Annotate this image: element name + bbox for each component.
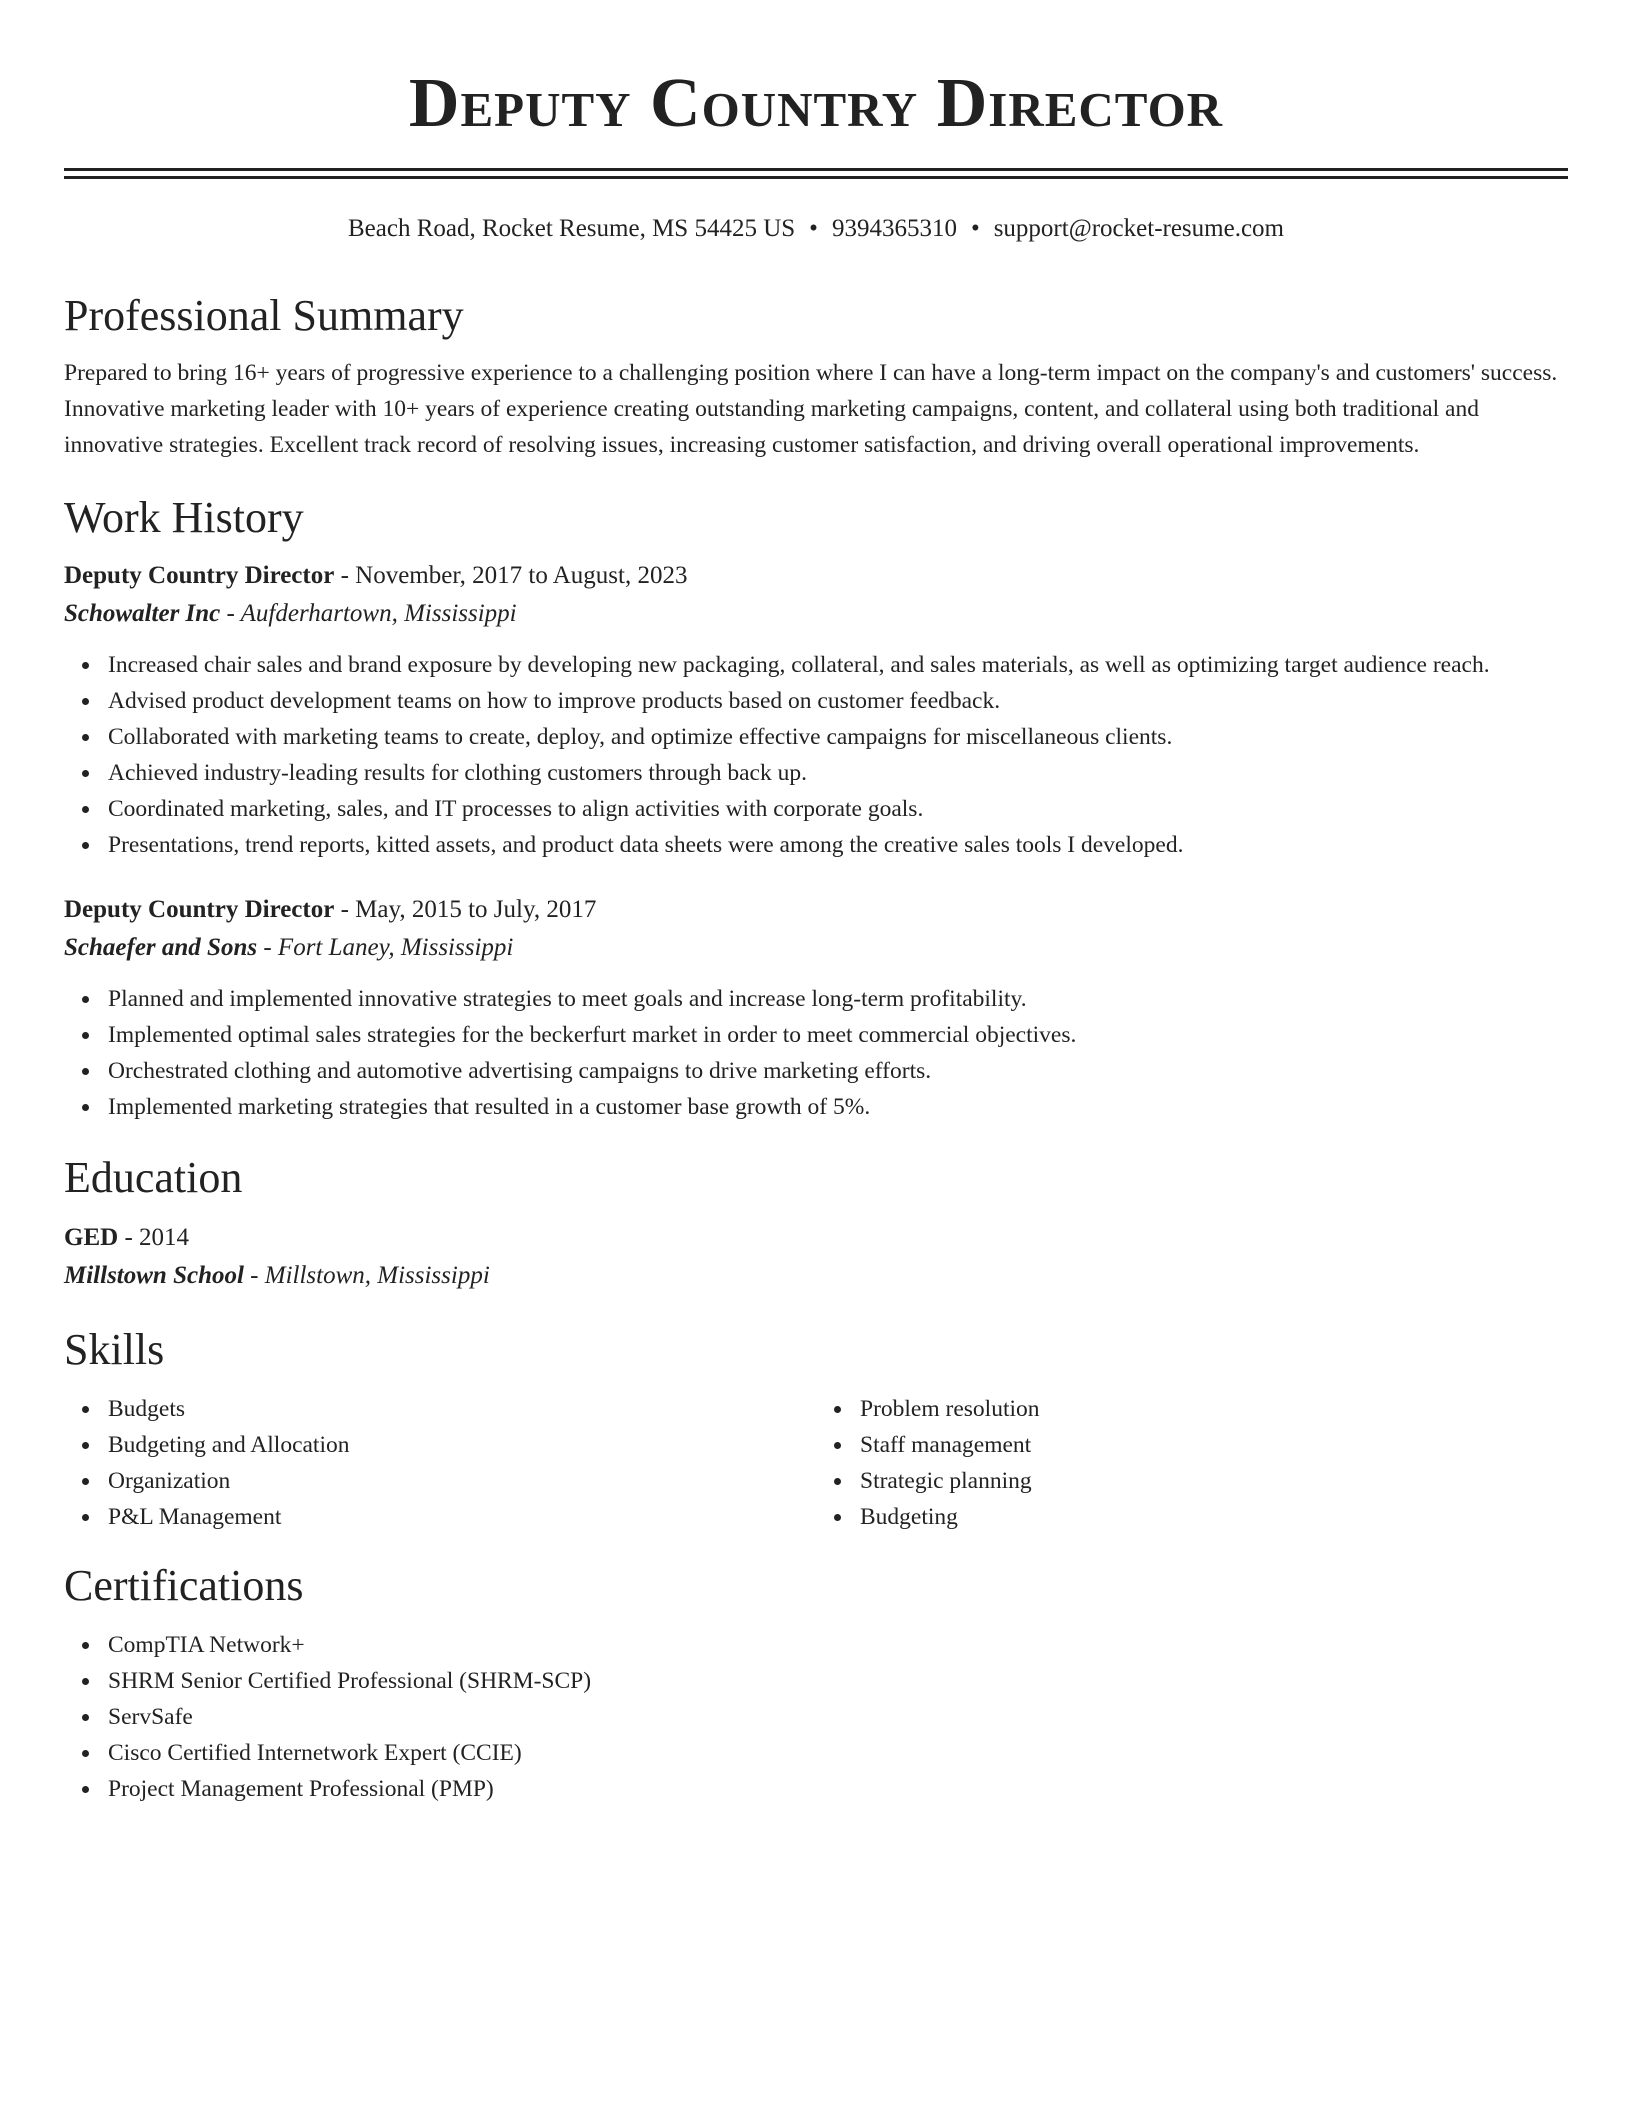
certifications-heading: Certifications xyxy=(64,1561,304,1610)
degree-line xyxy=(64,1219,1568,1257)
job-entry xyxy=(64,557,1568,863)
job-title: Deputy Country Director xyxy=(64,896,335,923)
contact-separator: • xyxy=(970,215,980,242)
job-title-line xyxy=(64,891,1568,929)
job-dates: - May, 2015 to July, 2017 xyxy=(334,896,597,923)
skills-heading: Skills xyxy=(64,1325,165,1374)
list-item: Achieved industry-leading results for clothing customers through back up. xyxy=(108,755,1568,791)
list-item: Orchestrated clothing and automotive advertising campaigns to drive marketing efforts. xyxy=(108,1053,1568,1089)
skills-left-column xyxy=(64,1391,816,1535)
company-name: Schaefer and Sons xyxy=(64,934,258,961)
company-line xyxy=(64,595,1568,633)
list-item: Cisco Certified Internetwork Expert (CCIE) xyxy=(108,1735,1568,1771)
list-item: Budgeting xyxy=(860,1499,1568,1535)
list-item: Planned and implemented innovative strategies to meet goals and increase long-term profitability. xyxy=(108,981,1568,1017)
school-location: - Millstown, Mississippi xyxy=(243,1262,490,1289)
contact-line xyxy=(64,213,1568,245)
summary-heading: Professional Summary xyxy=(64,291,464,340)
company-location: - Aufderhartown, Mississippi xyxy=(220,600,517,627)
job-entry xyxy=(64,891,1568,1125)
list-item: Organization xyxy=(108,1463,816,1499)
education-entry xyxy=(64,1219,1568,1295)
work-history-heading: Work History xyxy=(64,493,304,542)
list-item: Coordinated marketing, sales, and IT processes to align activities with corporate goals. xyxy=(108,791,1568,827)
list-item: P&L Management xyxy=(108,1499,816,1535)
job-bullets xyxy=(64,647,1568,863)
list-item: Implemented marketing strategies that resulted in a customer base growth of 5%. xyxy=(108,1089,1568,1125)
list-item: Budgets xyxy=(108,1391,816,1427)
list-item: CompTIA Network+ xyxy=(108,1627,1568,1663)
certifications-list xyxy=(64,1627,1568,1807)
resume-title: Deputy Country Director xyxy=(408,65,1224,142)
list-item: Project Management Professional (PMP) xyxy=(108,1771,1568,1807)
contact-phone: 9394365310 xyxy=(831,215,957,242)
list-item: Increased chair sales and brand exposure by developing new packaging, collateral, and sales materials, as well as optimizing target audience reach. xyxy=(108,647,1568,683)
job-title: Deputy Country Director xyxy=(64,562,335,589)
skills-columns xyxy=(64,1391,1568,1535)
degree-year: - 2014 xyxy=(118,1224,190,1251)
skills-right-column xyxy=(816,1391,1568,1535)
company-line xyxy=(64,929,1568,967)
list-item: Budgeting and Allocation xyxy=(108,1427,816,1463)
list-item: SHRM Senior Certified Professional (SHRM-SCP) xyxy=(108,1663,1568,1699)
school-line xyxy=(64,1257,1568,1295)
list-item: Collaborated with marketing teams to create, deploy, and optimize effective campaigns for miscellaneous clients. xyxy=(108,719,1568,755)
contact-email: support@rocket-resume.com xyxy=(993,215,1284,242)
list-item: Staff management xyxy=(860,1427,1568,1463)
degree: GED xyxy=(64,1224,119,1251)
company-name: Schowalter Inc xyxy=(64,600,221,627)
school-name: Millstown School xyxy=(64,1262,244,1289)
contact-separator: • xyxy=(809,215,818,242)
education-heading: Education xyxy=(64,1153,243,1202)
contact-address: Beach Road, Rocket Resume, MS 54425 US xyxy=(347,215,796,242)
list-item: Advised product development teams on how to improve products based on customer feedback. xyxy=(108,683,1568,719)
job-bullets xyxy=(64,981,1568,1125)
list-item: Problem resolution xyxy=(860,1391,1568,1427)
list-item: Implemented optimal sales strategies for the beckerfurt market in order to meet commercial objectives. xyxy=(108,1017,1568,1053)
summary-text: Prepared to bring 16+ years of progressive experience to a challenging position where I can have a long-term impact on the company's and customers' success. Innovative marketing leader with 10+ years of experience creating outstanding marketing campaigns, content, and collateral using both traditional and innovative strategies. Excellent track record of resolving issues, increasing customer satisfaction, and driving overall operational improvements. xyxy=(64,360,1558,458)
list-item: ServSafe xyxy=(108,1699,1568,1735)
list-item: Strategic planning xyxy=(860,1463,1568,1499)
company-location: - Fort Laney, Mississippi xyxy=(257,934,514,961)
job-dates: - November, 2017 to August, 2023 xyxy=(334,562,688,589)
title-divider xyxy=(64,168,1568,179)
job-title-line xyxy=(64,557,1568,595)
list-item: Presentations, trend reports, kitted assets, and product data sheets were among the creative sales tools I developed. xyxy=(108,827,1568,863)
